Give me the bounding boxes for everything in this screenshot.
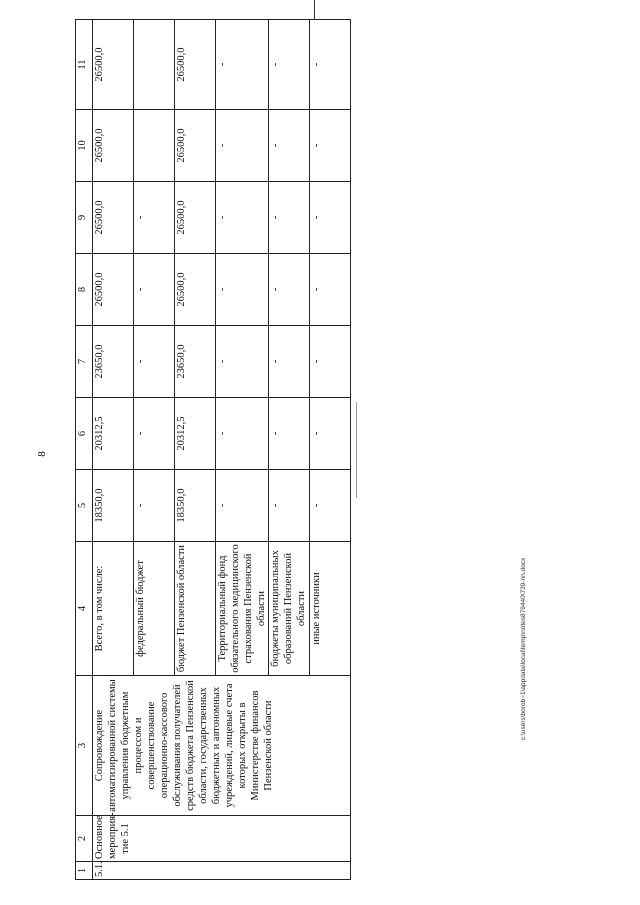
col-header: 5 (76, 470, 93, 542)
value-cell: 23650,0 (175, 326, 216, 398)
col-header: 11 (76, 20, 93, 110)
col-header: 1 (76, 862, 93, 880)
value-cell: 18350,0 (175, 470, 216, 542)
col-header: 9 (76, 182, 93, 254)
value-cell: - (134, 470, 175, 542)
source-label: иные источники (310, 542, 351, 676)
col-header: 3 (76, 676, 93, 816)
page-frame-edge (314, 0, 315, 20)
col-header: 10 (76, 110, 93, 182)
value-cell: - (269, 470, 310, 542)
value-cell: 26500,0 (175, 182, 216, 254)
value-cell: - (310, 182, 351, 254)
row-type: Основное мероприя-тие 5.1 (93, 816, 351, 862)
value-cell: - (216, 326, 269, 398)
value-cell: - (310, 470, 351, 542)
value-cell: - (269, 182, 310, 254)
value-cell (134, 20, 175, 110)
value-cell: - (269, 254, 310, 326)
value-cell: - (216, 398, 269, 470)
value-cell: - (134, 182, 175, 254)
value-cell: - (310, 110, 351, 182)
value-cell: - (216, 110, 269, 182)
value-cell: - (269, 20, 310, 110)
value-cell: 26500,0 (175, 110, 216, 182)
value-cell: - (310, 20, 351, 110)
divider-line (356, 402, 357, 498)
source-label: Всего, в том числе: (93, 542, 134, 676)
value-cell: 26500,0 (93, 20, 134, 110)
value-cell: - (216, 182, 269, 254)
page-number: 8 (35, 451, 48, 457)
value-cell: 20312,5 (175, 398, 216, 470)
value-cell: - (134, 326, 175, 398)
value-cell: 26500,0 (93, 110, 134, 182)
value-cell: 18350,0 (93, 470, 134, 542)
value-cell: - (216, 20, 269, 110)
funding-table (75, 19, 351, 880)
source-label: бюджет Пензенской области (175, 542, 216, 676)
value-cell: 26500,0 (93, 254, 134, 326)
value-cell: - (216, 470, 269, 542)
value-cell: 26500,0 (175, 20, 216, 110)
value-cell: - (310, 254, 351, 326)
col-header: 4 (76, 542, 93, 676)
source-label: федеральный бюджет (134, 542, 175, 676)
value-cell: - (269, 398, 310, 470)
value-cell: - (134, 254, 175, 326)
row-number: 5.1. (93, 862, 351, 880)
col-header: 8 (76, 254, 93, 326)
value-cell: 26500,0 (93, 182, 134, 254)
footer-file-path: c:\users\borob~1\appdata\local\temp\notes879440\739-nn.docx (520, 557, 527, 740)
rotated-table-container (75, 20, 322, 880)
value-cell: 26500,0 (175, 254, 216, 326)
col-header: 6 (76, 398, 93, 470)
header-row (76, 20, 93, 880)
value-cell: 20312,5 (93, 398, 134, 470)
value-cell: - (134, 398, 175, 470)
value-cell (134, 110, 175, 182)
value-cell: - (269, 326, 310, 398)
value-cell: - (310, 326, 351, 398)
value-cell: - (269, 110, 310, 182)
table-row (93, 20, 134, 880)
col-header: 7 (76, 326, 93, 398)
col-header: 2 (76, 816, 93, 862)
row-description: Сопровождение автоматизированной системы управления бюджетным процессом и совершенствование операционно-кассового обслуживания получателей средств бюджета Пензенской области, государственных бюджетных и автономных учреждений, лицевые счета которых открыты в Министерстве финансов Пензенской области (93, 676, 351, 816)
value-cell: 23650,0 (93, 326, 134, 398)
value-cell: - (310, 398, 351, 470)
source-label: бюджеты муниципальных образований Пензенской области (269, 542, 310, 676)
value-cell: - (216, 254, 269, 326)
source-label: Территориальный фонд обязательного медицинского страхования Пензенской области (216, 542, 269, 676)
